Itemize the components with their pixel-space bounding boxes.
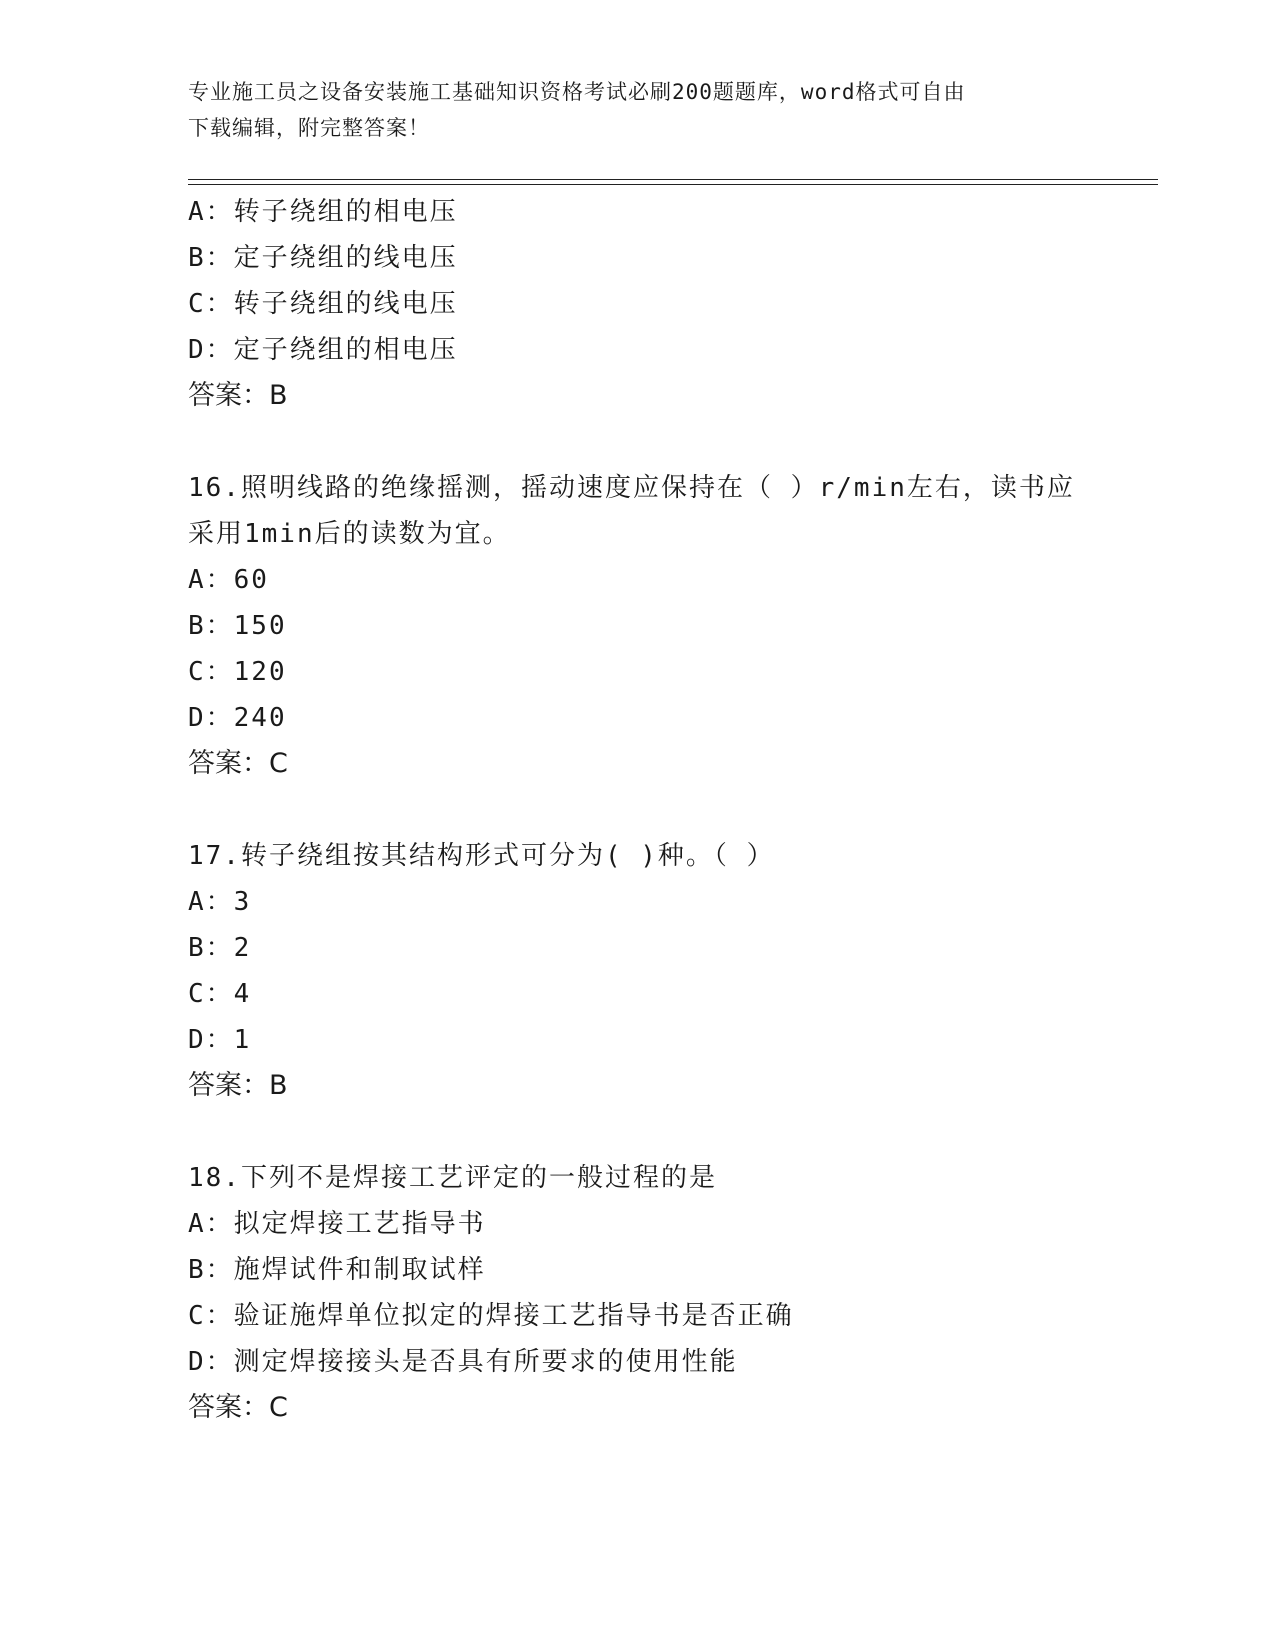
- answer-line: 答案：C: [188, 748, 288, 779]
- option-c: C：120: [188, 657, 287, 687]
- option-a: A：60: [188, 565, 269, 595]
- spacer: [188, 1109, 1138, 1155]
- question-stem-continued: 采用1min后的读数为宜。: [188, 519, 511, 549]
- option-d: D：1: [188, 1025, 252, 1055]
- option-c: C：转子绕组的线电压: [188, 289, 458, 319]
- question-stem: 17.转子绕组按其结构形式可分为( )种。（ ）: [188, 841, 775, 871]
- question-15-partial: [188, 189, 1138, 419]
- option-d: D：测定焊接接头是否具有所要求的使用性能: [188, 1347, 738, 1377]
- option-c: C：4: [188, 979, 252, 1009]
- option-a: A：3: [188, 887, 252, 917]
- header-line-2: 下载编辑，附完整答案！: [188, 116, 430, 140]
- header-line-1: 专业施工员之设备安装施工基础知识资格考试必刷200题题库，word格式可自由: [188, 80, 966, 104]
- header-divider-bottom: [188, 184, 1158, 185]
- question-content: [188, 189, 1138, 1431]
- question-stem: 18.下列不是焊接工艺评定的一般过程的是: [188, 1163, 717, 1193]
- option-b: B：150: [188, 611, 287, 641]
- question-17: [188, 833, 1138, 1109]
- option-a: A：转子绕组的相电压: [188, 197, 458, 227]
- question-16: [188, 465, 1138, 787]
- option-b: B：定子绕组的线电压: [188, 243, 458, 273]
- option-d: D：定子绕组的相电压: [188, 335, 458, 365]
- option-a: A：拟定焊接工艺指导书: [188, 1209, 486, 1239]
- answer-line: 答案：B: [188, 380, 288, 411]
- answer-line: 答案：C: [188, 1392, 288, 1423]
- option-c: C：验证施焊单位拟定的焊接工艺指导书是否正确: [188, 1301, 794, 1331]
- option-b: B：施焊试件和制取试样: [188, 1255, 486, 1285]
- option-d: D：240: [188, 703, 287, 733]
- question-stem: 16.照明线路的绝缘摇测，摇动速度应保持在（ ）r/min左右，读书应: [188, 473, 1075, 503]
- option-b: B：2: [188, 933, 252, 963]
- spacer: [188, 787, 1138, 833]
- spacer: [188, 419, 1138, 465]
- answer-line: 答案：B: [188, 1070, 288, 1101]
- header-divider-top: [188, 179, 1158, 180]
- question-18: [188, 1155, 1138, 1431]
- document-header: [188, 74, 1088, 146]
